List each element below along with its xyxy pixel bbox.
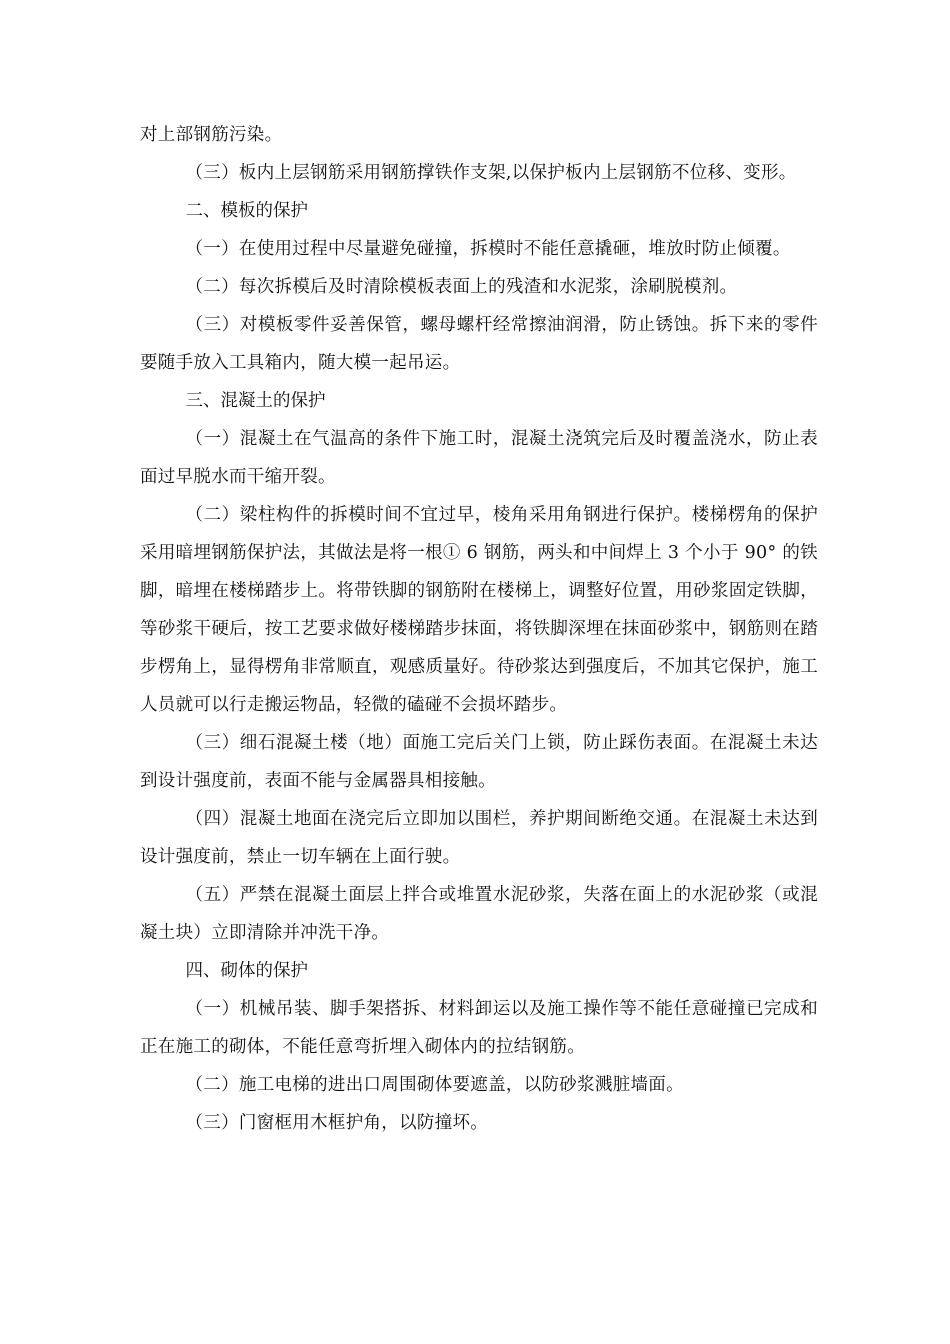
paragraph-masonry-3: （三）门窗框用木框护角，以防撞坏。 (185, 1113, 489, 1133)
section-heading-concrete: 三、混凝土的保护 (185, 391, 326, 411)
paragraph-rebar-support: （三）板内上层钢筋采用钢筋撑铁作支架,以保护板内上层钢筋不位移、变形。 (185, 163, 797, 183)
paragraph-masonry-2: （二）施工电梯的进出口周围砌体要遮盖，以防砂浆溅脏墙面。 (185, 1075, 684, 1095)
paragraph-concrete-4: （四）混凝土地面在浇完后立即加以围栏，养护期间断绝交通。在混凝土未达到设计强度前，禁止一切车辆在上面行驶。 (140, 809, 818, 867)
paragraph-concrete-2: （二）梁柱构件的拆模时间不宜过早，棱角采用角钢进行保护。楼梯楞角的保护采用暗埋钢筋保护法，其做法是将一根① 6 钢筋，两头和中间焊上 3 个小于 90° 的铁脚，暗埋在楼梯踏步上。将带铁脚的钢筋附在楼梯上，调整好位置，用砂浆固定铁脚，等砂浆干硬后，按工艺要求做好楼梯踏步抹面，将铁脚深埋在抹面砂浆中，钢筋则在踏步楞角上，显得楞角非常顺直，观感质量好。待砂浆达到强度后，不加其它保护，施工人员就可以行走搬运物品，轻微的磕碰不会损坏踏步。 (140, 505, 818, 715)
section-heading-masonry: 四、砌体的保护 (185, 961, 308, 981)
document-page (140, 116, 818, 1142)
paragraph-formwork-3: （三）对模板零件妥善保管，螺母螺杆经常擦油润滑，防止锈蚀。拆下来的零件要随手放入工具箱内，随大模一起吊运。 (140, 315, 818, 373)
paragraph-formwork-1: （一）在使用过程中尽量避免碰撞，拆模时不能任意撬砸，堆放时防止倾覆。 (185, 239, 791, 259)
section-heading-formwork: 二、模板的保护 (185, 201, 308, 221)
paragraph-concrete-5: （五）严禁在混凝土面层上拌合或堆置水泥砂浆，失落在面上的水泥砂浆（或混凝土块）立即清除并冲洗干净。 (140, 885, 818, 943)
paragraph-continuation: 对上部钢筋污染。 (140, 125, 283, 145)
paragraph-concrete-3: （三）细石混凝土楼（地）面施工完后关门上锁，防止踩伤表面。在混凝土未达到设计强度前，表面不能与金属器具相接触。 (140, 733, 818, 791)
paragraph-concrete-1: （一）混凝土在气温高的条件下施工时，混凝土浇筑完后及时覆盖浇水，防止表面过早脱水而干缩开裂。 (140, 429, 818, 487)
paragraph-masonry-1: （一）机械吊装、脚手架搭拆、材料卸运以及施工操作等不能任意碰撞已完成和正在施工的砌体，不能任意弯折埋入砌体内的拉结钢筋。 (140, 999, 818, 1057)
paragraph-formwork-2: （二）每次拆模后及时清除模板表面上的残渣和水泥浆，涂刷脱模剂。 (185, 277, 738, 297)
